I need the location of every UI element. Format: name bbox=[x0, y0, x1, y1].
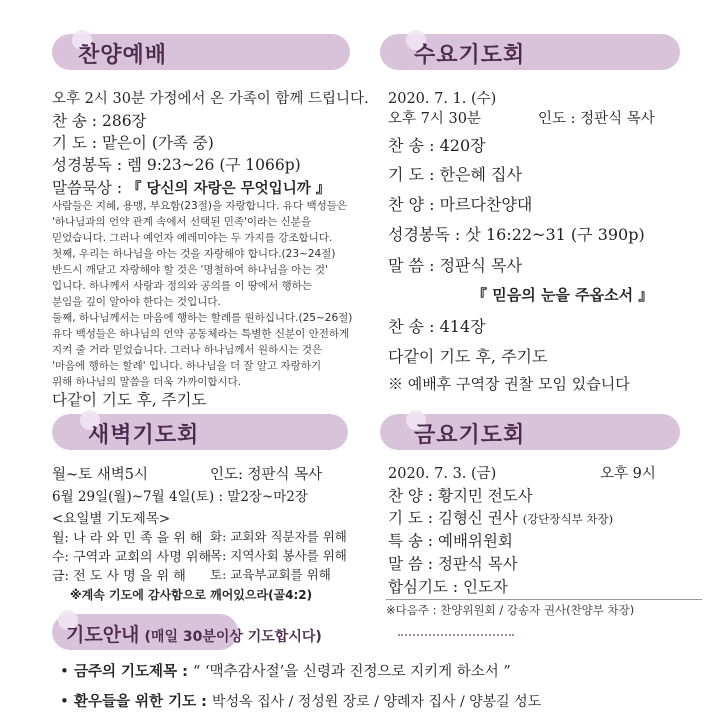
friday-sermon-label: 말 씀 : bbox=[388, 555, 434, 573]
wednesday-sermon bbox=[388, 253, 522, 276]
dawn-title: 새벽기도회 bbox=[88, 423, 200, 448]
dawn-row-2-right: 목: 지역사회 봉사를 위해 bbox=[210, 548, 347, 563]
sunday-bible-label: 성경봉독 : bbox=[52, 156, 123, 174]
sunday-intro: 오후 2시 30분 가정에서 온 가족이 함께 드립니다. bbox=[52, 91, 369, 107]
wednesday-hymn bbox=[388, 133, 486, 156]
wednesday-sermon-value: 정판식 목사 bbox=[439, 256, 522, 275]
guide-item-2-value: 박성옥 집사 / 정성원 장로 / 양례자 집사 / 양봉길 성도 bbox=[212, 694, 542, 710]
guide-subtitle: (매일 30분이상 기도합시다) bbox=[144, 629, 322, 645]
sunday-prayer bbox=[52, 131, 214, 153]
sunday-prayer-label: 기 도 : bbox=[52, 134, 98, 152]
friday-special-value: 예배위원회 bbox=[437, 532, 513, 550]
friday-section bbox=[362, 410, 724, 620]
wednesday-date: 2020. 7. 1. (수) bbox=[388, 91, 497, 107]
guide-title-row bbox=[66, 620, 322, 647]
wednesday-hymn2-label: 찬 송 : bbox=[388, 317, 435, 336]
dawn-row-1-left: 월: 나 라 와 민 족 을 위 해 bbox=[52, 531, 203, 546]
sunday-para3-line5: 위해 하나님의 말씀을 더욱 가까이합시다. bbox=[52, 376, 242, 388]
wednesday-leader: 인도 : 정판식 목사 bbox=[538, 111, 655, 127]
wednesday-bible-label: 성경봉독 : bbox=[388, 225, 461, 244]
guide-section bbox=[0, 610, 724, 719]
wednesday-sermon-label: 말 씀 : bbox=[388, 256, 435, 275]
friday-special bbox=[388, 529, 513, 551]
dawn-verse: ※계속 기도에 감사함으로 깨어있으라(골4:2) bbox=[70, 588, 313, 602]
sunday-para2-line2: 반드시 깨닫고 자랑해야 할 것은 '명철하여 하나님을 아는 것' bbox=[52, 264, 328, 276]
wednesday-prayer bbox=[388, 162, 522, 185]
wednesday-hymn2-value: 414장 bbox=[439, 317, 486, 336]
dawn-daily-header: <요일별 기도제목> bbox=[52, 511, 171, 527]
dawn-section bbox=[0, 410, 362, 610]
friday-praise-label: 찬 양 : bbox=[388, 487, 434, 505]
sunday-hymn-label: 찬 송 : bbox=[52, 112, 98, 130]
wednesday-time: 오후 7시 30분 bbox=[388, 111, 481, 127]
friday-prayer-note: (강단장식부 차장) bbox=[522, 512, 614, 526]
sunday-para1-line2: '하나님과의 언약 관계 속에서 선택된 민족'이라는 신분을 bbox=[52, 216, 312, 228]
sunday-title: 찬양예배 bbox=[78, 43, 168, 68]
guide-item-2-label: 환우들을 위한 기도 : bbox=[73, 694, 207, 710]
dawn-range: 6월 29일(월)~7월 4일(토) : 말2장~마2장 bbox=[52, 489, 308, 505]
dawn-row-3-left: 금: 전 도 사 명 을 위 해 bbox=[52, 569, 186, 584]
wednesday-praise-label: 찬 양 : bbox=[388, 195, 435, 214]
sunday-meditation-title: 『 당신의 자랑은 무엇입니까 』 bbox=[126, 181, 331, 197]
wednesday-section bbox=[362, 0, 724, 410]
friday-special-label: 특 송 : bbox=[388, 532, 434, 550]
sunday-para1-line1: 사람들은 지혜, 용맹, 부요함(23절)을 자랑합니다. 유다 백성들은 bbox=[52, 200, 348, 212]
sunday-section bbox=[0, 0, 369, 410]
friday-unison-label: 합심기도 : bbox=[388, 578, 459, 596]
sunday-closing: 다같이 기도 후, 주기도 bbox=[52, 391, 207, 409]
friday-header bbox=[380, 414, 680, 450]
sunday-para3-line3: 지켜 줄 거라 믿었습니다. 그러나 하나님께서 원하시는 것은 bbox=[52, 344, 323, 356]
sunday-para2-line1: 첫째, 우리는 하나님을 아는 것을 자랑해야 합니다.(23~24절) bbox=[52, 248, 336, 260]
wednesday-sermon-title: 『 믿음의 눈을 주옵소서 』 bbox=[472, 286, 654, 304]
dawn-schedule: 월~토 새벽5시 bbox=[52, 467, 149, 483]
bullet-icon: • bbox=[60, 662, 69, 680]
friday-unison bbox=[388, 575, 508, 597]
wednesday-hymn-label: 찬 송 : bbox=[388, 136, 435, 155]
friday-unison-value: 인도자 bbox=[462, 578, 508, 596]
bullet-icon: • bbox=[60, 692, 69, 710]
friday-date: 2020. 7. 3. (금) bbox=[388, 466, 497, 482]
guide-title: 기도안내 bbox=[66, 624, 140, 646]
guide-dotted-line bbox=[398, 634, 514, 636]
sunday-para1-line3: 믿었습니다. 그러나 예언자 예레미야는 두 가지를 강조합니다. bbox=[52, 232, 333, 244]
friday-sermon-value: 정판식 목사 bbox=[437, 555, 518, 573]
friday-next-week: ※다음주 : 찬양위원회 / 강송자 권사(찬양부 차장) bbox=[386, 603, 635, 617]
guide-item-1-value: “ ‘맥추감사절’을 신령과 진정으로 지키게 하소서 ” bbox=[193, 664, 511, 680]
sunday-para3-line4: '마음에 행하는 할례' 입니다. 하나님을 더 잘 알고 자랑하기 bbox=[52, 360, 322, 372]
sunday-bible bbox=[52, 153, 301, 175]
sunday-meditation-label: 말씀묵상 : bbox=[52, 179, 123, 197]
dawn-row-1-right: 화: 교회와 직분자를 위해 bbox=[210, 529, 347, 544]
friday-title: 금요기도회 bbox=[414, 423, 526, 448]
sunday-para2-line3: 입니다. 하나께서 사랑과 정의와 공의를 이 땅에서 행하는 bbox=[52, 280, 312, 292]
sunday-header bbox=[52, 34, 350, 70]
friday-time: 오후 9시 bbox=[600, 466, 656, 482]
guide-item-2 bbox=[60, 690, 541, 711]
sunday-para3-line2: 유다 백성들은 하나님의 언약 공동체라는 특별한 신분이 안전하게 bbox=[52, 328, 350, 340]
friday-praise-value: 황지민 전도사 bbox=[437, 487, 533, 505]
friday-prayer-label: 기 도 : bbox=[388, 509, 434, 527]
dawn-row-3-right: 토: 교육부교회를 위해 bbox=[210, 567, 331, 582]
dawn-row-2-left: 수: 구역과 교회의 사명 위해 bbox=[52, 550, 212, 565]
wednesday-prayer-value: 한은혜 집사 bbox=[439, 165, 522, 184]
wednesday-title: 수요기도회 bbox=[414, 43, 526, 68]
sunday-prayer-value: 맡은이 (가족 중) bbox=[101, 134, 214, 152]
guide-item-1-label: 금주의 기도제목 : bbox=[73, 664, 188, 680]
friday-praise bbox=[388, 484, 533, 506]
sunday-para3-line1: 둘째, 하나님께서는 마음에 행하는 할례를 원하십니다.(25~26절) bbox=[52, 312, 353, 324]
sunday-hymn bbox=[52, 109, 147, 131]
friday-prayer bbox=[388, 506, 613, 528]
dawn-header bbox=[52, 414, 348, 450]
wednesday-praise-value: 마르다찬양대 bbox=[439, 195, 533, 214]
wednesday-praise bbox=[388, 192, 532, 215]
wednesday-notice: ※ 예배후 구역장 권찰 모임 있습니다 bbox=[388, 375, 630, 393]
wednesday-hymn2 bbox=[388, 314, 486, 337]
sunday-para2-line4: 분임을 깊이 알아야 한다는 것입니다. bbox=[52, 296, 221, 308]
wednesday-prayer-label: 기 도 : bbox=[388, 165, 435, 184]
wednesday-bible bbox=[388, 222, 645, 245]
wednesday-hymn-value: 420장 bbox=[439, 136, 486, 155]
friday-divider bbox=[386, 599, 702, 600]
guide-item-1 bbox=[60, 660, 511, 681]
friday-sermon bbox=[388, 552, 518, 574]
sunday-bible-value: 렘 9:23~26 (구 1066p) bbox=[126, 156, 301, 174]
dawn-leader: 인도: 정판식 목사 bbox=[210, 467, 323, 483]
friday-prayer-value: 김형신 권사 bbox=[437, 509, 518, 527]
wednesday-closing: 다같이 기도 후, 주기도 bbox=[388, 347, 548, 366]
wednesday-header bbox=[380, 34, 680, 70]
sunday-hymn-value: 286장 bbox=[101, 112, 147, 130]
wednesday-bible-value: 삿 16:22~31 (구 390p) bbox=[465, 225, 645, 244]
sunday-meditation bbox=[52, 176, 330, 198]
